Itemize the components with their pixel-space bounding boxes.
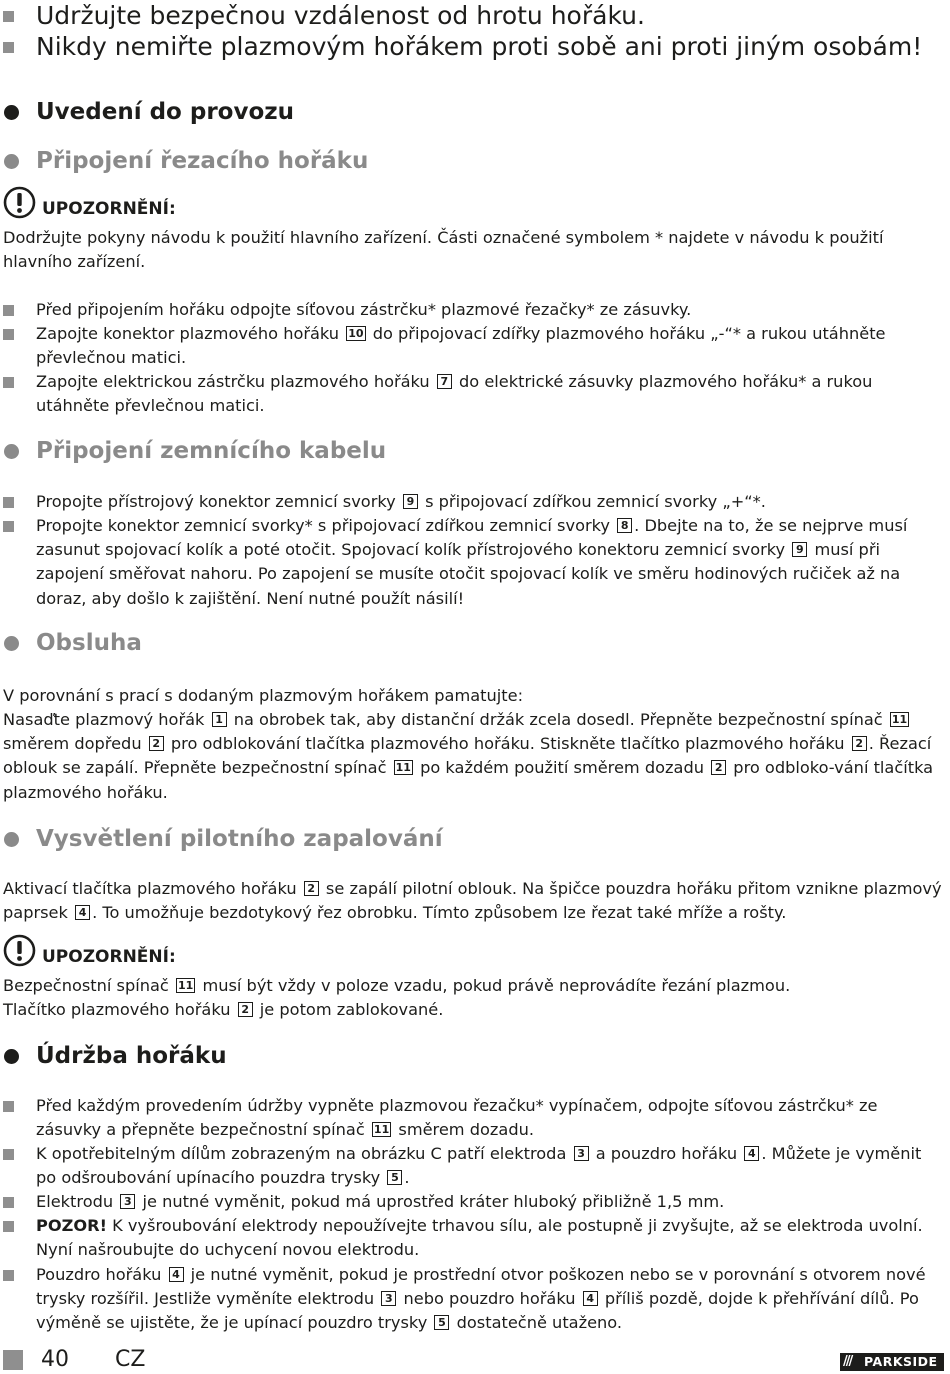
list-item: POZOR! K vyšroubování elektrody nepoužívejte trhavou sílu, ale postupně ji zvyšujte, až se elektroda uvolní. Nyní našroubujte do uchycení novou elektrodu.	[36, 1216, 923, 1260]
bullet-square	[3, 521, 14, 532]
bullet-square	[3, 1101, 14, 1112]
top-list-item: Udržujte bezpečnou vzdálenost od hrotu hořáku.	[36, 1, 645, 30]
page-number: 40	[41, 1347, 69, 1372]
ref-number: 5	[387, 1170, 402, 1185]
bullet-square	[3, 11, 14, 22]
list-item: Pouzdro hořáku 4 je nutné vyměnit, pokud je prostřední otvor poškozen nebo se v porovnání s otvorem nové trysky rozšířil. Jestliže vyměníte elektrodu 3 nebo pouzdro hořáku 4 příliš pozdě, dojde k přehřívání dílů. Po výměně se ujistěte, že je upínací pouzdro trysky 5 dostatečně utaženo.	[36, 1265, 926, 1333]
ref-number: 7	[437, 374, 452, 389]
ref-number: 2	[149, 736, 164, 751]
section-heading-operation: Obsluha	[36, 630, 142, 656]
bullet-square	[3, 329, 14, 340]
section-bullet	[4, 636, 19, 651]
ref-number: 3	[574, 1146, 589, 1161]
brand-logo-slashes: ///	[843, 1354, 852, 1369]
list-item: Zapojte elektrickou zástrčku plazmového hořáku 7 do elektrické zásuvky plazmového hořáku* a rukou utáhněte převlečnou matici.	[36, 372, 873, 416]
language-code: CZ	[115, 1347, 146, 1372]
section-bullet	[4, 444, 19, 459]
ref-number: 4	[583, 1291, 598, 1306]
ref-number: 5	[434, 1315, 449, 1330]
ref-number: 4	[169, 1267, 184, 1282]
section-bullet	[4, 1049, 19, 1064]
ref-number: 1	[212, 712, 227, 727]
list-item: Před připojením hořáku odpojte síťovou zástrčku* plazmové řezačky* ze zásuvky.	[36, 300, 692, 319]
list-item: Propojte přístrojový konektor zemnicí svorky 9 s připojovací zdířkou zemnicí svorky „+“*.	[36, 492, 766, 511]
ref-number: 2	[852, 736, 867, 751]
list-item: Zapojte konektor plazmového hořáku 10 do připojovací zdířky plazmového hořáku „-“* a rukou utáhněte převlečnou matici.	[36, 324, 886, 368]
bullet-square	[3, 377, 14, 388]
ref-number: 9	[792, 542, 807, 557]
bullet-square	[3, 1270, 14, 1281]
ref-number: 11	[373, 1123, 390, 1137]
section-bullet	[4, 105, 19, 120]
warning-icon	[3, 186, 36, 219]
paragraph: V porovnání s prací s dodaným plazmovým hořákem pamatujte:	[3, 686, 524, 705]
ref-number: 4	[75, 905, 90, 920]
list-item: Propojte konektor zemnicí svorky* s připojovací zdířkou zemnicí svorky 8 . Dbejte na to, že se nejprve musí zasunut spojovací kolík a poté otočit. Spojovací kolík přístrojového konektoru zemnicí svorky 9 musí při zapojení směřovat nahoru. Po zapojení se musíte otočit spojovací kolík ve směru hodinových ručiček až na doraz, aby došlo k zajištění. Není nutné použít násilí!	[36, 516, 908, 608]
ref-number: 11	[395, 761, 411, 775]
section-heading-maintenance: Údržba hořáku	[36, 1043, 227, 1069]
section-heading-pilot-ignition: Vysvětlení pilotního zapalování	[36, 826, 443, 852]
bullet-square	[3, 305, 14, 316]
ref-number: 10	[348, 327, 364, 340]
bullet-square	[3, 497, 14, 508]
ref-number: 3	[120, 1194, 135, 1209]
brand-logo-text: PARKSIDE	[864, 1354, 938, 1369]
paragraph: Nasaďte plazmový hořák 1 na obrobek tak, aby distanční držák zcela dosedl. Přepněte bezpečnostní spínač 11 směrem dopředu 2 pro odblokování tlačítka plazmového hořáku. Stiskněte tlačítko plazmového hořáku 2 . Řezací oblouk se zapálí. Přepněte bezpečnostní spínač 11 po každém použití směrem dozadu 2 pro odbloko-vání tlačítka plazmového hořáku.	[3, 710, 934, 802]
warning-text: Bezpečnostní spínač 11 musí být vždy v poloze vzadu, pokud právě neprovádíte řezání plazmou.	[3, 976, 791, 995]
ref-number: 9	[403, 494, 418, 509]
warning-text: Tlačítko plazmového hořáku 2 je potom zablokované.	[3, 1000, 444, 1019]
section-bullet	[4, 154, 19, 169]
list-item: Elektrodu 3 je nutné vyměnit, pokud má uprostřed kráter hluboký přibližně 1,5 mm.	[36, 1192, 725, 1211]
ref-number: 11	[891, 713, 908, 726]
bullet-square	[3, 42, 14, 53]
ref-number: 2	[711, 760, 726, 775]
warning-text: Dodržujte pokyny návodu k použití hlavního zařízení. Části označené symbolem * najdete v návodu k použití hlavního zařízení.	[3, 228, 884, 272]
list-item: K opotřebitelným dílům zobrazeným na obrázku C patří elektroda 3 a pouzdro hořáku 4 . Můžete je vyměnit po odšroubování upínacího pouzdra trysky 5 .	[36, 1144, 922, 1188]
ref-number: 11	[177, 979, 194, 992]
warning-label: UPOZORNĚNÍ:	[42, 199, 176, 219]
ref-number: 2	[304, 881, 319, 896]
section-bullet	[4, 832, 19, 847]
section-heading-commissioning: Uvedení do provozu	[36, 99, 295, 125]
warning-icon	[3, 934, 36, 967]
footer-square	[3, 1350, 23, 1370]
warning-label: UPOZORNĚNÍ:	[42, 947, 176, 967]
section-heading-connect-ground: Připojení zemnícího kabelu	[36, 438, 387, 464]
paragraph: Aktivací tlačítka plazmového hořáku 2 se zapálí pilotní oblouk. Na špičce pouzdra hořáku přitom vznikne plazmový paprsek 4 . To umožňuje bezdotykový řez obrobku. Tímto způsobem lze řezat také mříže a rošty.	[3, 879, 942, 923]
bullet-square	[3, 1221, 14, 1232]
ref-number: 3	[381, 1291, 396, 1306]
ref-number: 4	[744, 1146, 759, 1161]
top-list-item: Nikdy nemiřte plazmovým hořákem proti sobě ani proti jiným osobám!	[36, 32, 923, 61]
caution-label: POZOR!	[36, 1216, 107, 1235]
ref-number: 2	[238, 1002, 253, 1017]
section-heading-connect-torch: Připojení řezacího hořáku	[36, 148, 369, 174]
list-item: Před každým provedením údržby vypněte plazmovou řezačku* vypínačem, odpojte síťovou zástrčku* ze zásuvky a přepněte bezpečnostní spínač 11 směrem dozadu.	[36, 1096, 878, 1140]
ref-number: 8	[617, 518, 632, 533]
bullet-square	[3, 1197, 14, 1208]
bullet-square	[3, 1149, 14, 1160]
brand-logo	[840, 1353, 944, 1371]
